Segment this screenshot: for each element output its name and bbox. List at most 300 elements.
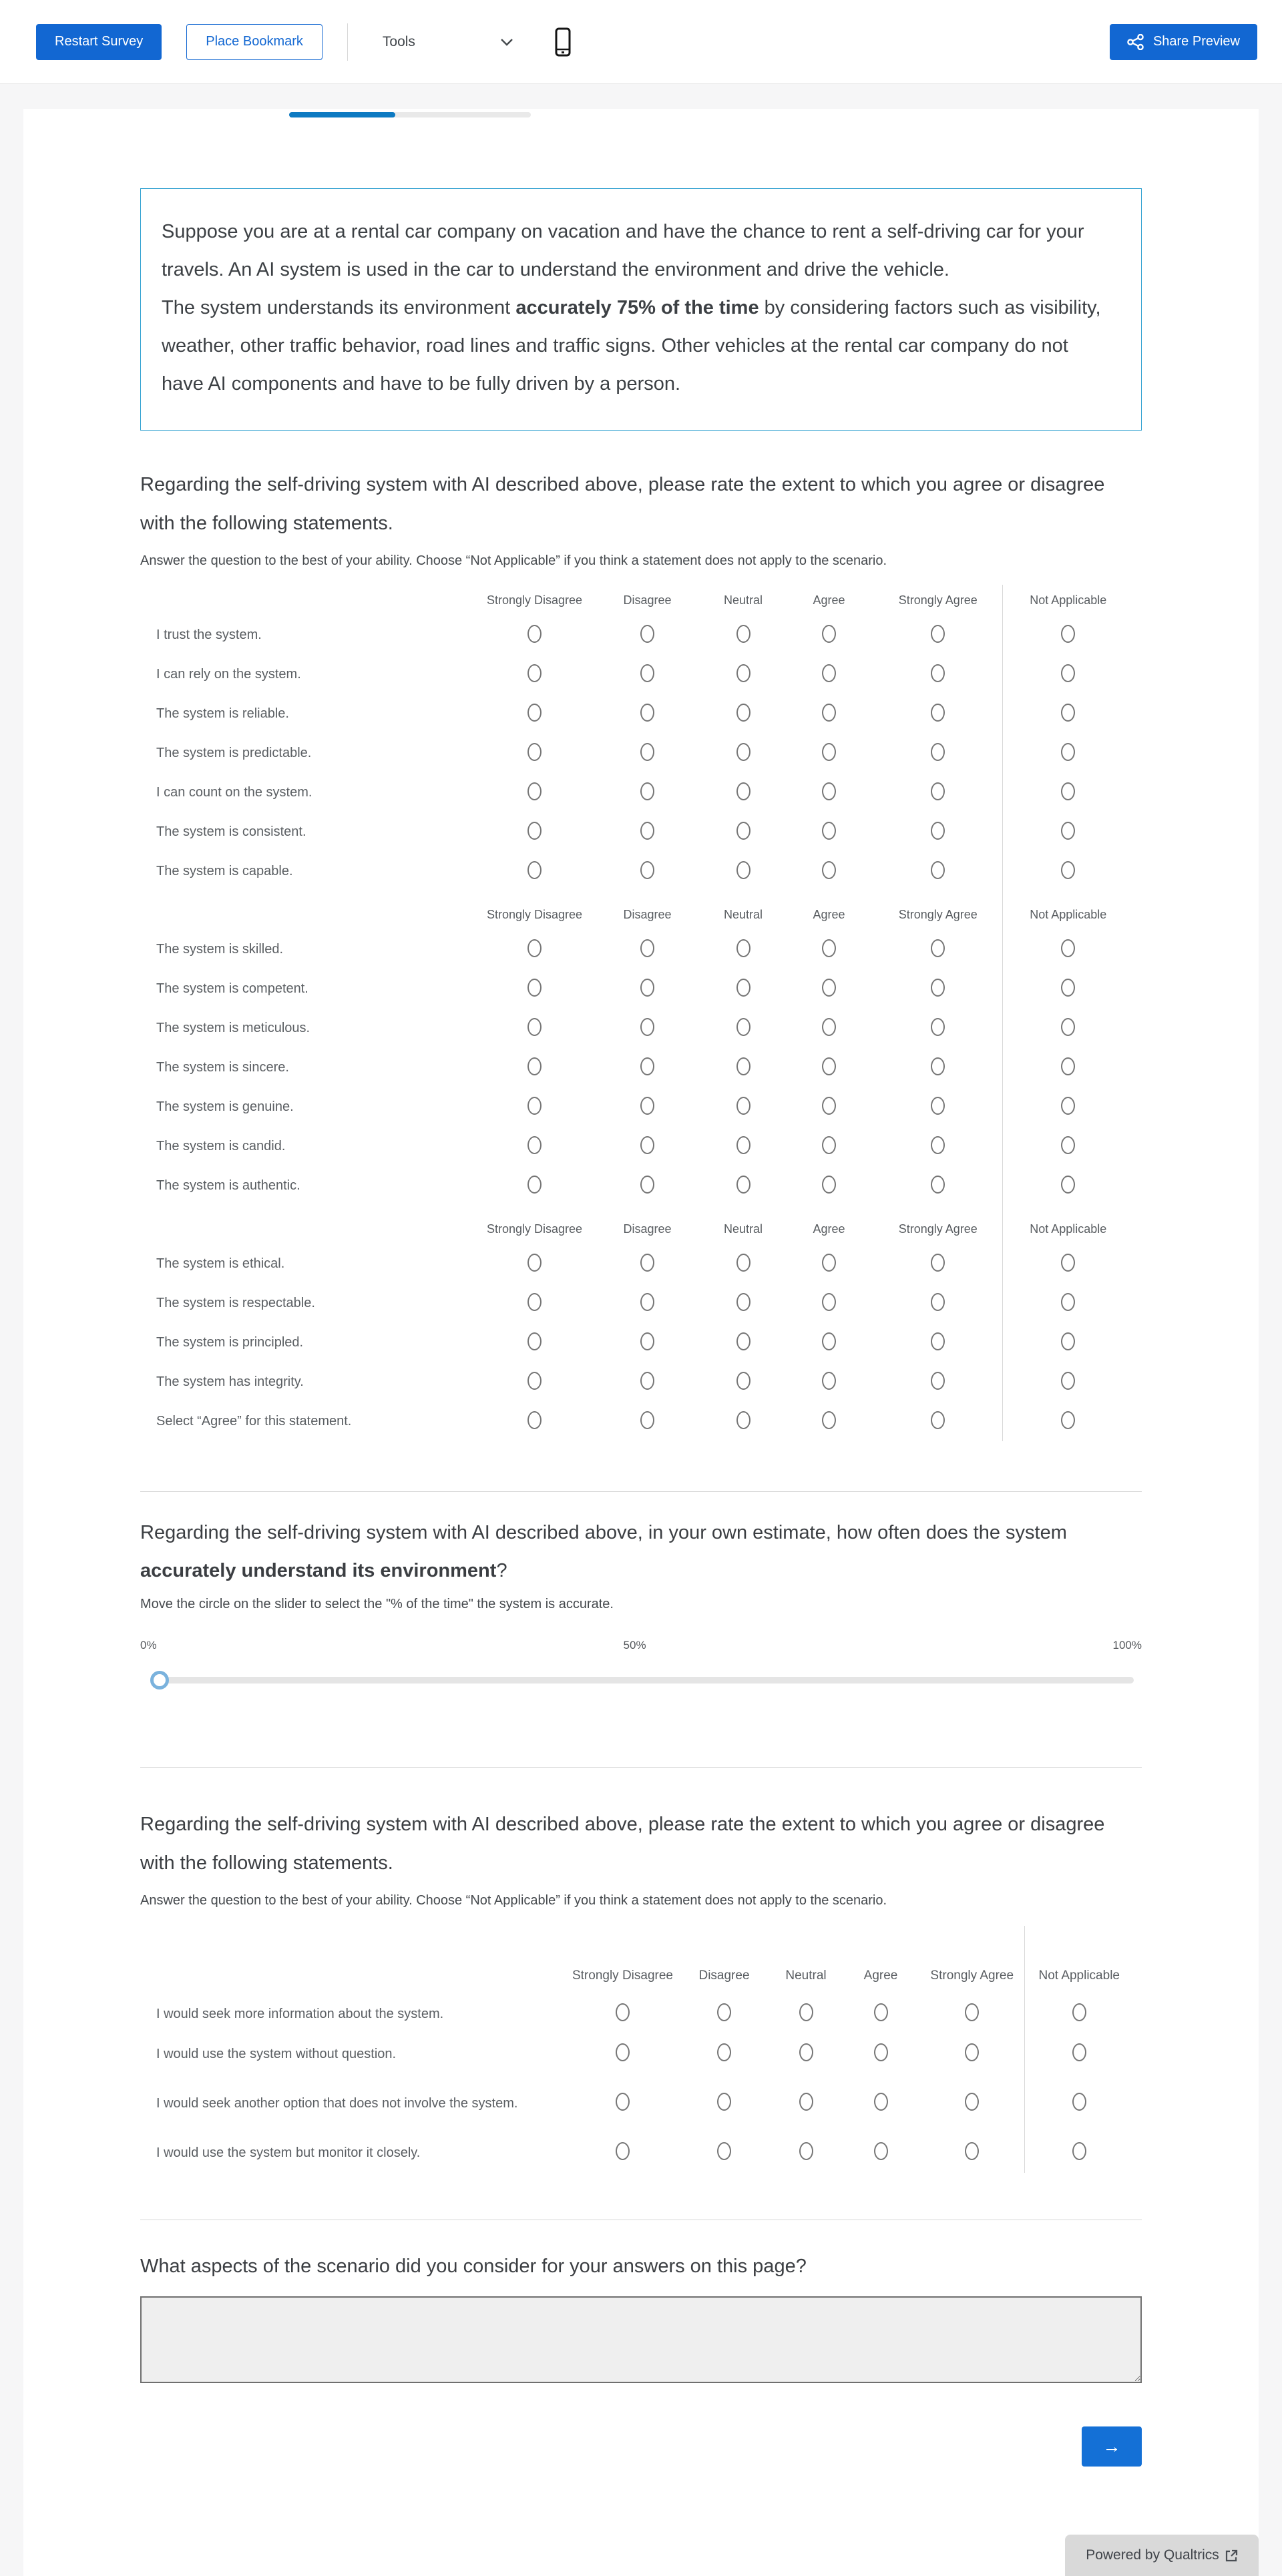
radio-button[interactable]	[1061, 1136, 1075, 1154]
matrix-column-header: Neutral	[723, 593, 763, 607]
radio-button[interactable]	[1061, 743, 1075, 761]
radio-button[interactable]	[616, 2093, 630, 2111]
radio-button[interactable]	[736, 1372, 751, 1390]
radio-button[interactable]	[616, 2003, 630, 2021]
radio-button[interactable]	[874, 2093, 888, 2111]
matrix-header-row	[156, 891, 1134, 930]
arrow-right-icon: →	[1102, 2436, 1121, 2457]
matrix-cell	[1002, 1127, 1134, 1166]
matrix-cell	[874, 969, 1002, 1009]
radio-button[interactable]	[874, 2003, 888, 2021]
matrix-row-label: The system is principled.	[156, 1335, 304, 1350]
matrix-row	[156, 694, 1134, 734]
matrix-row-label: The system is genuine.	[156, 1099, 294, 1114]
matrix-cell	[702, 773, 784, 812]
mobile-preview-toggle[interactable]	[555, 27, 571, 57]
radio-button[interactable]	[874, 2043, 888, 2061]
radio-button[interactable]	[1061, 1293, 1075, 1311]
matrix-row-label: The system is authentic.	[156, 1178, 300, 1193]
radio-button[interactable]	[1061, 979, 1075, 997]
matrix-cell	[1002, 1323, 1134, 1362]
matrix-column-header: Strongly Disagree	[486, 593, 583, 607]
radio-button[interactable]	[736, 979, 751, 997]
radio-button[interactable]	[527, 1254, 542, 1272]
matrix-cell	[477, 773, 592, 812]
radio-button[interactable]	[1061, 704, 1075, 722]
matrix-cell	[702, 1362, 784, 1402]
section-divider	[140, 1767, 1142, 1768]
matrix-cell	[1002, 1087, 1134, 1127]
matrix-row-label: The system is skilled.	[156, 942, 284, 957]
radio-button[interactable]	[931, 1097, 945, 1115]
matrix-cell	[1024, 2133, 1134, 2173]
radio-button[interactable]	[822, 1176, 836, 1194]
radio-button[interactable]	[1072, 2142, 1086, 2160]
radio-button[interactable]	[527, 1176, 542, 1194]
matrix-row	[156, 1166, 1134, 1206]
radio-button[interactable]	[931, 939, 945, 957]
matrix-column-header: Not Applicable	[1002, 891, 1134, 930]
matrix-header-spacer	[156, 1926, 568, 1994]
radio-button[interactable]	[616, 2043, 630, 2061]
mobile-phone-icon	[555, 27, 571, 57]
matrix-column-header: Strongly Agree	[930, 1969, 1014, 1983]
radio-button[interactable]	[931, 1176, 945, 1194]
radio-button[interactable]	[931, 979, 945, 997]
matrix-column-header: Disagree	[623, 1222, 672, 1236]
radio-button[interactable]	[822, 822, 836, 840]
matrix-row-label: I can count on the system.	[156, 785, 312, 800]
navigation-row	[140, 2426, 1142, 2467]
matrix-cell	[592, 930, 702, 969]
matrix-column-header: Disagree	[623, 908, 672, 921]
matrix-cell	[702, 1009, 784, 1048]
slider-label-0: 0%	[140, 1639, 157, 1651]
matrix-cell	[874, 655, 1002, 694]
matrix-cell	[874, 1284, 1002, 1323]
matrix-cell	[592, 1048, 702, 1087]
matrix-cell	[874, 1127, 1002, 1166]
radio-button[interactable]	[822, 1372, 836, 1390]
radio-button[interactable]	[640, 1176, 654, 1194]
radio-button[interactable]	[736, 1136, 751, 1154]
radio-button[interactable]	[1061, 1332, 1075, 1350]
radio-button[interactable]	[931, 822, 945, 840]
matrix-cell	[1002, 812, 1134, 852]
matrix-cell	[1002, 969, 1134, 1009]
matrix-cell	[874, 1009, 1002, 1048]
radio-button[interactable]	[1061, 939, 1075, 957]
slider-handle[interactable]	[150, 1671, 169, 1690]
external-link-icon	[1225, 2549, 1238, 2562]
radio-button[interactable]	[1061, 625, 1075, 643]
matrix-cell	[784, 930, 874, 969]
matrix-cell	[477, 655, 592, 694]
radio-button[interactable]	[822, 782, 836, 800]
radio-button[interactable]	[717, 2093, 731, 2111]
radio-button[interactable]	[822, 1018, 836, 1036]
matrix-column-header: Strongly Agree	[898, 908, 978, 921]
radio-button[interactable]	[822, 1411, 836, 1429]
matrix-cell	[477, 1009, 592, 1048]
matrix-cell	[784, 655, 874, 694]
matrix-cell	[477, 1127, 592, 1166]
radio-button[interactable]	[736, 704, 751, 722]
matrix-row	[156, 1994, 1134, 2034]
radio-button[interactable]	[931, 1293, 945, 1311]
matrix-cell	[477, 694, 592, 734]
radio-button[interactable]	[640, 1293, 654, 1311]
radio-button[interactable]	[527, 664, 542, 682]
matrix-row	[156, 852, 1134, 891]
matrix-cell	[568, 2034, 678, 2074]
radio-button[interactable]	[1061, 664, 1075, 682]
radio-button[interactable]	[736, 939, 751, 957]
matrix-row	[156, 773, 1134, 812]
radio-button[interactable]	[640, 1332, 654, 1350]
scenario-paragraph-1: Suppose you are at a rental car company on vacation and have the chance to rent a self-driving car for your travels. An AI system is used in the car to understand the environment and drive the vehicle.	[162, 221, 1084, 280]
radio-button[interactable]	[640, 664, 654, 682]
matrix-cell	[592, 1087, 702, 1127]
radio-button[interactable]	[1061, 861, 1075, 879]
radio-button[interactable]	[640, 1372, 654, 1390]
radio-button[interactable]	[527, 704, 542, 722]
matrix-cell	[477, 1166, 592, 1206]
matrix-row-label: The system is capable.	[156, 864, 293, 878]
matrix-row	[156, 969, 1134, 1009]
radio-button[interactable]	[822, 664, 836, 682]
radio-button[interactable]	[736, 1332, 751, 1350]
place-bookmark-button[interactable]: Place Bookmark	[186, 24, 323, 60]
radio-button[interactable]	[1061, 1018, 1075, 1036]
matrix-header-row	[156, 1206, 1134, 1244]
radio-button[interactable]	[736, 1411, 751, 1429]
matrix-row-label: I would seek another option that does not involve the system.	[156, 2095, 518, 2111]
radio-button[interactable]	[527, 822, 542, 840]
matrix-cell	[702, 812, 784, 852]
radio-button[interactable]	[640, 939, 654, 957]
matrix-cell	[702, 1127, 784, 1166]
matrix-row-label: The system is consistent.	[156, 824, 306, 839]
matrix-cell	[784, 734, 874, 773]
radio-button[interactable]	[527, 861, 542, 879]
matrix1-table	[156, 585, 1134, 1441]
scenario-p2-bold: accurately 75% of the time	[515, 297, 759, 318]
matrix-column-header: Agree	[863, 1969, 898, 1983]
radio-button[interactable]	[931, 782, 945, 800]
matrix-cell	[702, 1284, 784, 1323]
matrix-row-label: The system is reliable.	[156, 706, 289, 721]
radio-button[interactable]	[822, 861, 836, 879]
radio-button[interactable]	[736, 1254, 751, 1272]
radio-button[interactable]	[799, 2142, 813, 2160]
matrix-cell	[678, 1994, 771, 2034]
radio-button[interactable]	[736, 625, 751, 643]
radio-button[interactable]	[640, 861, 654, 879]
radio-button[interactable]	[527, 625, 542, 643]
matrix-header-spacer	[156, 585, 477, 615]
share-preview-button[interactable]	[1110, 24, 1257, 60]
radio-button[interactable]	[640, 1057, 654, 1075]
radio-button[interactable]	[527, 1057, 542, 1075]
matrix-column-header: Disagree	[698, 1969, 750, 1983]
matrix-column-header: Strongly Agree	[898, 593, 978, 607]
restart-survey-button[interactable]: Restart Survey	[36, 24, 162, 60]
matrix-cell	[702, 734, 784, 773]
radio-button[interactable]	[822, 1332, 836, 1350]
matrix-cell	[592, 1127, 702, 1166]
matrix-cell	[592, 1244, 702, 1284]
radio-button[interactable]	[640, 1136, 654, 1154]
radio-button[interactable]	[736, 1293, 751, 1311]
radio-button[interactable]	[640, 979, 654, 997]
radio-button[interactable]	[736, 1097, 751, 1115]
matrix-cell	[784, 1402, 874, 1441]
radio-button[interactable]	[527, 1136, 542, 1154]
matrix-column-header: Not Applicable	[1002, 1206, 1134, 1244]
radio-button[interactable]	[1061, 1176, 1075, 1194]
slider-label-50: 50%	[623, 1639, 646, 1651]
radio-button[interactable]	[736, 861, 751, 879]
radio-button[interactable]	[1061, 1097, 1075, 1115]
matrix-cell	[477, 1244, 592, 1284]
matrix-cell	[1002, 655, 1134, 694]
radio-button[interactable]	[736, 782, 751, 800]
radio-button[interactable]	[822, 979, 836, 997]
radio-button[interactable]	[736, 1176, 751, 1194]
matrix-cell	[477, 1323, 592, 1362]
radio-button[interactable]	[736, 1057, 751, 1075]
matrix-row-label: I would use the system without question.	[156, 2046, 397, 2061]
progress-fill	[289, 112, 395, 117]
matrix-cell	[1002, 734, 1134, 773]
radio-button[interactable]	[616, 2142, 630, 2160]
slider-question-text	[140, 1514, 1142, 1590]
matrix-cell	[592, 852, 702, 891]
matrix-cell	[874, 852, 1002, 891]
scenario-p2-post: by considering factors such as visibility, weather, other traffic behavior, road lines and traffic signs. Other vehicles at the rental car company do not have AI components and have to be fully driven by a person.	[162, 297, 1101, 395]
radio-button[interactable]	[965, 2142, 979, 2160]
radio-button[interactable]	[965, 2043, 979, 2061]
radio-button[interactable]	[822, 1293, 836, 1311]
slider-instruction-text: Move the circle on the slider to select the "% of the time" the system is accurate.	[140, 1597, 614, 1611]
toolbar-divider	[347, 23, 348, 61]
radio-button[interactable]	[1061, 1254, 1075, 1272]
matrix-cell	[920, 2034, 1024, 2074]
matrix-cell	[1024, 2034, 1134, 2074]
radio-button[interactable]	[965, 2093, 979, 2111]
radio-button[interactable]	[1061, 822, 1075, 840]
matrix-cell	[477, 734, 592, 773]
matrix-cell	[841, 2034, 920, 2074]
matrix-column-header: Agree	[813, 593, 845, 607]
radio-button[interactable]	[931, 861, 945, 879]
radio-button[interactable]	[822, 1136, 836, 1154]
matrix-header-row	[156, 585, 1134, 615]
matrix-cell	[841, 2133, 920, 2173]
matrix-cell	[702, 615, 784, 655]
radio-button[interactable]	[640, 704, 654, 722]
radio-button[interactable]	[736, 743, 751, 761]
matrix-cell	[592, 773, 702, 812]
matrix-cell	[784, 1362, 874, 1402]
radio-button[interactable]	[822, 1254, 836, 1272]
radio-button[interactable]	[931, 625, 945, 643]
matrix-cell	[874, 1323, 1002, 1362]
radio-button[interactable]	[527, 1097, 542, 1115]
tools-label: Tools	[382, 33, 415, 49]
matrix-cell	[874, 1048, 1002, 1087]
matrix-cell	[784, 1048, 874, 1087]
matrix-column-header: Not Applicable	[1024, 1926, 1134, 1994]
radio-button[interactable]	[931, 1057, 945, 1075]
answer-textarea[interactable]	[140, 2296, 1142, 2383]
matrix-row	[156, 2074, 1134, 2133]
matrix-cell	[784, 694, 874, 734]
radio-button[interactable]	[1072, 2003, 1086, 2021]
radio-button[interactable]	[1061, 1372, 1075, 1390]
radio-button[interactable]	[527, 979, 542, 997]
slider-q-post: ?	[496, 1560, 507, 1581]
radio-button[interactable]	[640, 625, 654, 643]
survey-card	[23, 109, 1259, 2576]
matrix-row	[156, 930, 1134, 969]
radio-button[interactable]	[717, 2142, 731, 2160]
matrix-cell	[784, 1284, 874, 1323]
matrix-cell	[678, 2034, 771, 2074]
scenario-description-box	[140, 188, 1142, 431]
slider-track[interactable]	[158, 1677, 1134, 1684]
matrix-cell	[592, 812, 702, 852]
matrix-column-header: Strongly Agree	[898, 1222, 978, 1236]
slider-scale-labels	[140, 1639, 1142, 1652]
radio-button[interactable]	[527, 743, 542, 761]
radio-button[interactable]	[640, 1411, 654, 1429]
radio-button[interactable]	[527, 1293, 542, 1311]
radio-button[interactable]	[931, 1136, 945, 1154]
matrix-cell	[1002, 1244, 1134, 1284]
radio-button[interactable]	[874, 2142, 888, 2160]
radio-button[interactable]	[1061, 1411, 1075, 1429]
radio-button[interactable]	[527, 939, 542, 957]
tools-dropdown[interactable]	[383, 34, 513, 50]
radio-button[interactable]	[736, 664, 751, 682]
radio-button[interactable]	[822, 625, 836, 643]
radio-button[interactable]	[527, 782, 542, 800]
radio-button[interactable]	[822, 704, 836, 722]
radio-button[interactable]	[640, 1018, 654, 1036]
matrix-row	[156, 734, 1134, 773]
radio-button[interactable]	[931, 664, 945, 682]
radio-button[interactable]	[640, 822, 654, 840]
matrix-row	[156, 655, 1134, 694]
matrix2-question-text: Regarding the self-driving system with AI described above, please rate the extent to which you agree or disagree with the following statements.	[140, 1814, 1105, 1874]
matrix-cell	[477, 969, 592, 1009]
radio-button[interactable]	[965, 2003, 979, 2021]
radio-button[interactable]	[931, 1332, 945, 1350]
radio-button[interactable]	[931, 1372, 945, 1390]
matrix-column-header: Not Applicable	[1002, 585, 1134, 615]
radio-button[interactable]	[736, 822, 751, 840]
radio-button[interactable]	[640, 1254, 654, 1272]
matrix-row-label: The system is sincere.	[156, 1060, 289, 1075]
radio-button[interactable]	[527, 1372, 542, 1390]
matrix-cell	[592, 1402, 702, 1441]
matrix-cell	[678, 2133, 771, 2173]
text-question-label: What aspects of the scenario did you consider for your answers on this page?	[140, 2256, 807, 2277]
radio-button[interactable]	[640, 782, 654, 800]
matrix1-instruction-text: Answer the question to the best of your ability. Choose “Not Applicable” if you think a statement does not apply to the scenario.	[140, 553, 887, 568]
chevron-down-icon	[500, 38, 513, 46]
radio-button[interactable]	[717, 2003, 731, 2021]
matrix-row-label: The system is ethical.	[156, 1256, 285, 1271]
radio-button[interactable]	[931, 1018, 945, 1036]
matrix-cell	[771, 2074, 841, 2133]
matrix-cell	[477, 812, 592, 852]
radio-button[interactable]	[931, 704, 945, 722]
radio-button[interactable]	[799, 2093, 813, 2111]
radio-button[interactable]	[527, 1018, 542, 1036]
matrix-cell	[702, 655, 784, 694]
matrix-cell	[874, 615, 1002, 655]
radio-button[interactable]	[931, 743, 945, 761]
matrix-cell	[771, 2133, 841, 2173]
matrix-cell	[874, 812, 1002, 852]
matrix-cell	[784, 1087, 874, 1127]
matrix-row-label: Select “Agree” for this statement.	[156, 1414, 352, 1429]
radio-button[interactable]	[1061, 1057, 1075, 1075]
matrix-column-header: Strongly Disagree	[486, 1222, 583, 1236]
matrix-column-header: Agree	[813, 908, 845, 921]
radio-button[interactable]	[640, 743, 654, 761]
matrix-cell	[784, 1323, 874, 1362]
matrix-column-header: Agree	[813, 1222, 845, 1236]
radio-button[interactable]	[717, 2043, 731, 2061]
matrix-cell	[568, 1994, 678, 2034]
share-icon	[1127, 34, 1144, 50]
radio-button[interactable]	[799, 2043, 813, 2061]
matrix-cell	[1002, 773, 1134, 812]
matrix-cell	[841, 2074, 920, 2133]
radio-button[interactable]	[799, 2003, 813, 2021]
matrix-cell	[702, 1087, 784, 1127]
matrix-row-label: The system is respectable.	[156, 1296, 315, 1310]
radio-button[interactable]	[822, 939, 836, 957]
matrix-row	[156, 1402, 1134, 1441]
scenario-paragraph-2	[162, 289, 1114, 403]
radio-button[interactable]	[931, 1411, 945, 1429]
radio-button[interactable]	[527, 1332, 542, 1350]
radio-button[interactable]	[931, 1254, 945, 1272]
matrix-cell	[1002, 1048, 1134, 1087]
section-divider	[140, 1491, 1142, 1492]
powered-by-qualtrics-link[interactable]	[1065, 2535, 1259, 2576]
matrix-cell	[477, 1087, 592, 1127]
radio-button[interactable]	[822, 1057, 836, 1075]
radio-button[interactable]	[527, 1411, 542, 1429]
next-page-button[interactable]	[1082, 2426, 1142, 2467]
radio-button[interactable]	[822, 1097, 836, 1115]
radio-button[interactable]	[1072, 2043, 1086, 2061]
radio-button[interactable]	[640, 1097, 654, 1115]
matrix-cell	[1024, 2074, 1134, 2133]
radio-button[interactable]	[736, 1018, 751, 1036]
matrix-header-spacer	[156, 891, 477, 930]
radio-button[interactable]	[1061, 782, 1075, 800]
matrix-cell	[784, 615, 874, 655]
radio-button[interactable]	[1072, 2093, 1086, 2111]
radio-button[interactable]	[822, 743, 836, 761]
